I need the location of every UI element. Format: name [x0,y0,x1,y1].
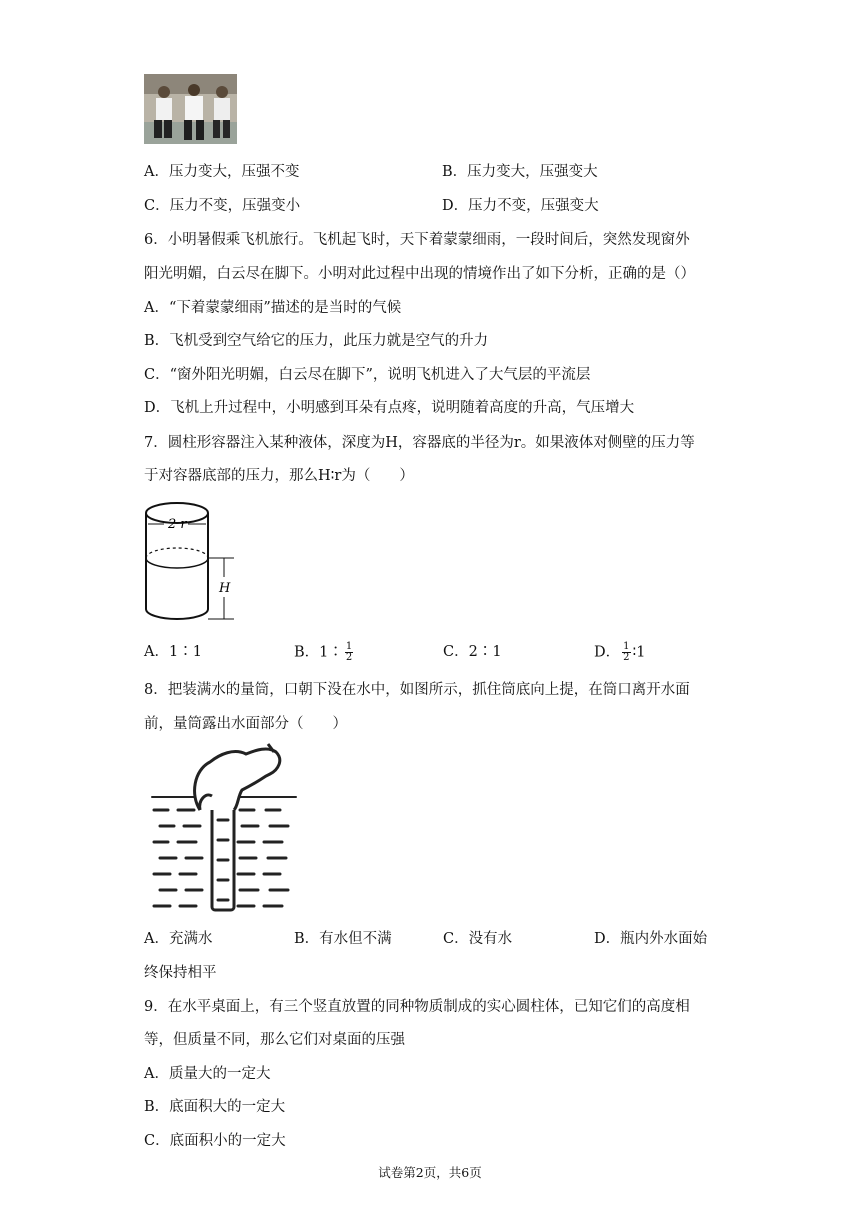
q6-stem-line-2: 阳光明媚，白云尽在脚下。小明对此过程中出现的情境作出了如下分析，正确的是（） [144,266,695,282]
q5-option-b: B．压力变大，压强变大 [442,164,598,180]
q5-option-d: D．压力不变，压强变大 [442,198,599,214]
height-label: H [219,581,231,596]
q5-option-c: C．压力不变，压强变小 [144,198,301,214]
q7-stem-line-2: 于对容器底部的压力，那么H∶r为（ ） [144,468,414,484]
q8-option-c: C．没有水 [443,931,513,947]
half-fraction: $\frac{1}{2}$ [345,641,353,663]
q7-option-d: D． $\frac{1}{2}$ ∶1 [594,641,646,663]
diameter-label: 2 r [168,517,187,532]
q7-option-a: A．1∶1 [144,644,202,660]
q5-photo [144,74,237,144]
q9-stem-line-2: 等，但质量不同，那么它们对桌面的压强 [144,1032,405,1048]
q6-stem-line-1: 6．小明暑假乘飞机旅行。飞机起飞时，天下着蒙蒙细雨，一段时间后，突然发现窗外 [144,232,690,248]
q8-stem-line-1: 8．把装满水的量筒，口朝下没在水中，如图所示，抓住筒底向上提，在筒口离开水面 [144,682,690,698]
q6-option-b: B．飞机受到空气给它的压力，此压力就是空气的升力 [144,333,489,349]
q6-option-a: A．“下着蒙蒙细雨”描述的是当时的气候 [144,300,402,316]
q8-stem-line-2: 前，量筒露出水面部分（ ） [144,716,347,732]
q8-option-d-continued: 终保持相平 [144,965,217,981]
q8-option-b: B．有水但不满 [294,931,392,947]
q9-option-c: C．底面积小的一定大 [144,1133,286,1149]
cylinder-diagram [144,495,240,625]
graduated-cylinder-diagram [150,740,300,916]
q8-option-a: A．充满水 [144,931,213,947]
q6-option-c: C．“窗外阳光明媚，白云尽在脚下”，说明飞机进入了大气层的平流层 [144,367,591,383]
q5-option-a: A．压力变大，压强不变 [144,164,300,180]
q9-stem-line-1: 9．在水平桌面上，有三个竖直放置的同种物质制成的实心圆柱体，已知它们的高度相 [144,999,690,1015]
q8-option-d: D．瓶内外水面始 [594,931,708,947]
q7-option-c: C．2∶1 [443,644,502,660]
half-fraction: $\frac{1}{2}$ [623,641,630,663]
q7-option-b: B．1∶ $\frac{1}{2}$ [294,641,353,663]
page-footer: 试卷第2页，共6页 [378,1165,482,1180]
q9-option-a: A．质量大的一定大 [144,1066,271,1082]
q9-option-b: B．底面积大的一定大 [144,1099,286,1115]
q7-stem-line-1: 7．圆柱形容器注入某种液体，深度为H，容器底的半径为r。如果液体对侧壁的压力等 [144,435,695,451]
q6-option-d: D．飞机上升过程中，小明感到耳朵有点疼，说明随着高度的升高，气压增大 [144,400,635,416]
